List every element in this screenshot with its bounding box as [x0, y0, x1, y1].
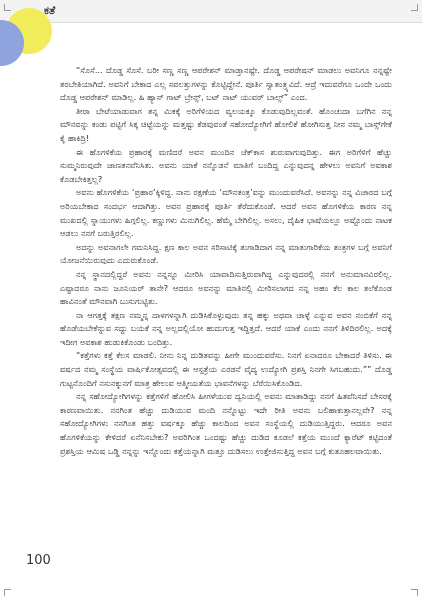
crop-mark-top-left [4, 4, 11, 11]
paragraph: “ಸೊಸೆ... ದೊಡ್ಡ ಸೊಸೆ. ಬರೀ ಸಣ್ಣ ಸಣ್ಣ ಆಪರೇಶನ್ ಮಾಡ್ತಾನಷ್ಟೇ. ದೊಡ್ಡ ಆಪರೇಷನ್ ಮಾಡಲು ಅವನಿಗೂ ನನ್ನಷ್ಟೇ ತರಬೇತಿಯಾಗಿದೆ. ಅವನಿಗೆ ಬೇಕಾದ ಎಲ್ಲ ಸವಲತ್ತುಗಳನ್ನು ಕೊಟ್ಟಿದ್ದೇನೆ. ಪೂರ್ತಿ ಸ್ವಾತಂತ್ರ್ಯವಿದೆ. ಆದ್ರೆ ಇದುವರೆಗೂ ಒಂದೇ ಒಂದು ದೊಡ್ಡ ಆಪರೇಶನ್ ಮಾಡಿಲ್ಲ. ಹಿ ಹ್ಯಾಸ್ ಗಾಟ್ ಬ್ರೇನ್ಸ್, ಬಟ್ ನಾಟ್ ಯುವರ್ ಬಾಲ್ಸ್” ಎಂದ. [60, 65, 392, 103]
paragraph: ನನ್ನ ಸ್ಥಾನದಲ್ಲಿದ್ದರೆ ಅವನು ನನ್ನನ್ನೂ ಮೀರಿಸಿ ಯಾವಾದಿಸುತ್ತಿರುವಾಗಿದ್ದ ಎನ್ನುವುದರಲ್ಲಿ ನನಗೆ ಅನುಮಾನವಿರಲಿಲ್ಲ. ಎಷ್ಟಾದರೂ ನಾನು ಜೂನಿಯರ್ ತಾನೇ? ಆದರೂ ಅವನನ್ನು ಮಾತಿನಲ್ಲಿ ಮೀರಿಸಲಾಗದ ನನ್ನ ಅಹಂ ಕೆಲ ಕಾಲ ತಲೆಕೊಂಡ ಹಾವಿನಂತೆ ಮೌನವಾಗಿ ಬುಸುಗುಟ್ಟಿತು. [60, 268, 392, 307]
paragraph: ಈ ಹೊಗಳಿಕೆಯ ಪ್ರಹಾರಕ್ಕೆ ಮಣಿದರೆ ಅವನ ಮುಂದಿನ ಚೆಕ್‌ಕಾಸ ಶುರುವಾಗುವುದಿತ್ತು. ಈಗ ಅರಿಗೆಳಿಗೆ ಹೆಚ್ಚು ಸುಮ್ಮನಿರುವುದೇ ಜಾಣತನವೆನಿಸಿತು. ಅವನು ಯಾಕೆ ನನ್ನೊಡನೆ ಮಾತಿಗೆ ಬಂದಿದ್ದ ಎನ್ನುವುದನ್ನ ಹೇಳಲು ಅವನಿಗೆ ಅವಕಾಶ ಕೊಡಬೇಕಿತ್ತಲ್ಲ? [60, 146, 392, 184]
paragraph: ನನ್ನ ಸಹೋದ್ಯೋಗಿಗಳನ್ನು ಕತ್ತೆಗಳಿಗೆ ಹೋಲಿಸಿ ಹೀಗಳೆಯುವ ದ್ವನಿಯಲ್ಲಿ ಅವನು ಮಾತಾಡಿದ್ದು ನನಗೆ ಹಿತವೆನಿಸದೆ ಬೇಸರಕ್ಕೆ ಕಾರಣವಾಯಿತು. ನನಗಿಂತ ಹೆಚ್ಚು ದುಡಿಯುವ ಮಂದಿ ನನ್ನೊಟ್ಟು ಇದೇ ರೀತಿ ಅವನು ಬಲಿಹಾಕುತ್ತಾನಲ್ಲವೇ? ನನ್ನ ಸಹೋದ್ಯೋಗಿಗಳು ನನಗಿಂತ ಹತ್ತು ವರ್ಷಕ್ಕೂ ಹೆಚ್ಚು ಕಾಲದಿಂದ ಅವನ ಸಂಸ್ಥೆಯಲ್ಲಿ ದುಡಿಯುತ್ತಿದ್ದರು. ಆದರೂ ಅವನ ಹೊಗಳಿಕೆಯನ್ನು ಕೇಳಿದರೆ ಏನೆನಿಸಬೇಕು? ಅವರಿಗಿಂತ ಒಂದಷ್ಟು ಹೆಚ್ಚು ದುಡಿದ ಕೂಡಲೆ ಕತ್ತೆಯ ಮುಂದೆ ಕ್ಯಾರೆಟ್ ಕಟ್ಟಿದಂತೆ ಪ್ರಶಸ್ತಿಯ ಆಮಿಷ ಒಡ್ಡಿ ನನ್ನನ್ನು ಇನ್ನೊಂದು ಕತ್ತೆಯನ್ನಾಗಿ ಮತ್ತೂ ದುಡಿಸಲು ಉತ್ತೇಜಿಸುತ್ತಿದ್ದ ಅವನ ಬಗ್ಗೆ ಕುತೂಹಲವಾಯಿತು. [60, 391, 392, 456]
paragraph: “ಕತ್ತೆಗಳು ಕತ್ತೆ ಕೆಲಸ ಮಾಡಲಿ. ನೀನು ನಿನ್ನ ದುಡಿತವನ್ನು ಹೀಗೇ ಮುಂದುವರೆಸು. ನಿನಗೆ ಏನಾದರೂ ಬೇಕಾದರೆ ತಿಳಿಸು. ಈ ವರ್ಷದ ನಮ್ಮ ಸಂಸ್ಥೆಯ ವಾರ್ಷಿಕೋತ್ಸವದಲ್ಲಿ ಈ ಆಸ್ಪತ್ರೆಯ ಎರಡನೆ ವೈದ್ಯ ಉದ್ಯೋಗಿ ಪ್ರಶಸ್ತಿ ನಿನಗೇ ಸಿಗಬಹುದು.”” ದೊಡ್ಡ ಗುಟ್ಟನೊಂದಿಗೆ ನಸುನಕ್ಕುನಗೆ ಮಾತ್ರ ಹೇಲುವ ಆತ್ಮೀಯತೆಯ ಭಾವನೆಗಳನ್ನು ಬೆರೆಯಿಸಿಕೊಂಡಿದ. [60, 350, 392, 388]
section-title: ಕತೆ [44, 4, 56, 17]
paragraph: ತೀರಾ ಬೇಟೆಯಾಡುವಾಗ ತನ್ನ ಮಿಕಕ್ಕೆ ಅರಿಗೆಳಿಯದ ವ್ಯಲಯಕ್ಕೂ ಕೊಡುವುದಿಲ್ಲವಂತೆ. ಹೊಂಚುದಾ ಬಗೆಗಿನ ನನ್ನ ಮೌನವನ್ನು ಕಂಡು ಪಟ್ಟಿಗೆ ಸಿಕ್ಕ ಚಿಟ್ಟೆಯನ್ನು ಮತ್ತಷ್ಟು ಕೆಡವುವಂತೆ ಸಹೋದ್ಯೋಗಿಗೆ ಹೋಲಿಕೆ ಹೋಗಿಸುತ್ತ ನೀನ ನಮ್ಮ ಬಾಸ್ಸ್‌ಗೇಕೆ ಕೈ ಹಾಕಿದ್ರಿ! [60, 105, 392, 143]
paragraph: ಅದನ್ನು ಅವನಾಗಲೇ ಗಮನಿಸಿದ್ದ. ಕ್ಷಣ ಕಾಲ ಅವನ ಸರಿಸಾಟಿಕ್ಕೆ ತುಗಾಡಿದಾಗ ನನ್ನ ಮಾತುಗಾರಿಕೆಯ ತಂತ್ರಗಳ ಬಗ್ಗೆ ಅವನಿಗೆ ಯೋಜನೆಯಿರುವುದು ಎದುರುಕೊಂಡೆ. [60, 241, 392, 266]
crop-mark-bottom-left [4, 589, 11, 596]
crop-mark-bottom-right [411, 589, 418, 596]
crop-mark-top-right [411, 4, 418, 11]
story-body [60, 64, 392, 458]
paragraph: ಅವನು ಹೊಗಳಿಕೆಯ ‘ಪ್ರಹಾರ’ಕ್ಕಿಳಿದ್ದ. ನಾನು ರಕ್ಷಣೆಯ ‘ಮೌನತಂತ್ರ’ವನ್ನು ಮುಂದುವರೆಸಿದೆ. ಅವನನ್ನು ನನ್ನ ವಿಚಾರದ ಬಗ್ಗೆ ಅರಿಯಬೇಕಾದ ಸಂದರ್ಭ ಆದಾಗಿತ್ತು. ಅವನ ಪ್ರಹಾರಕ್ಕೆ ಪೂರ್ತಿ ತೆರೆದುಕೊಂಡೆ. ಆದರೆ ಅವನ ಹೊಗಳಿಕೆಯ ಕಾರಣ ನನ್ನ ಮುಖದಲ್ಲಿ ಸ್ನಾಯುಗಳು ಹಿಗ್ಗಲಿಲ್ಲ. ಕಣ್ಣುಗಳು ಮಿನುಗಿಲಿಲ್ಲ. ಹೆಮ್ಮೆ ಬೇಗಿಲಿಲ್ಲ. ಅಸಲು, ದೈಹಿಕ ಭಾಷೆಯಲ್ಲೂ ಅಷ್ಟೊಂದು ನಾಟಕ ಆಡಲು ನನಗೆ ಬರುತ್ತಿರಲಿಲ್ಲ. [60, 187, 392, 239]
page-number: 100 [26, 553, 51, 568]
paragraph: ನಾ ಆಗತ್ತಕ್ಕೆ ತಕ್ಷಣ ನಮ್ಮನ್ನ ದಾಳಗಳನ್ನಾಗಿ ದುಡಿಸಿಕೊಳ್ಳುವುದು ತನ್ನ ಹಕ್ಕು ಅಥವಾ ಚಾಳ್ಳೆ ಎನ್ನುವ ಅವನ ನಂಬಿಕೆಗೆ ನನ್ನ ಹೊಡೆಯಬೇಕೆನ್ನುವ ಸದ್ದು ಬಯಕೆ ನನ್ನ ಅಲ್ಲದಲ್ಲಿಯೋ ಹುದುಗುತ್ತ ಇದ್ದಿತ್ತದೆ. ಆದರೆ ಯಾಕೆ ಎಂದು ನನಗೆ ತಿಳಿದಿರಲಿಲ್ಲ. ಅದಕ್ಕೆ ಇದೀಗ ಅವಕಾಶ ಹುಡುಕಿಕೊಂಡು ಬಂದಿತ್ತು. [60, 309, 392, 347]
running-header [0, 0, 422, 23]
